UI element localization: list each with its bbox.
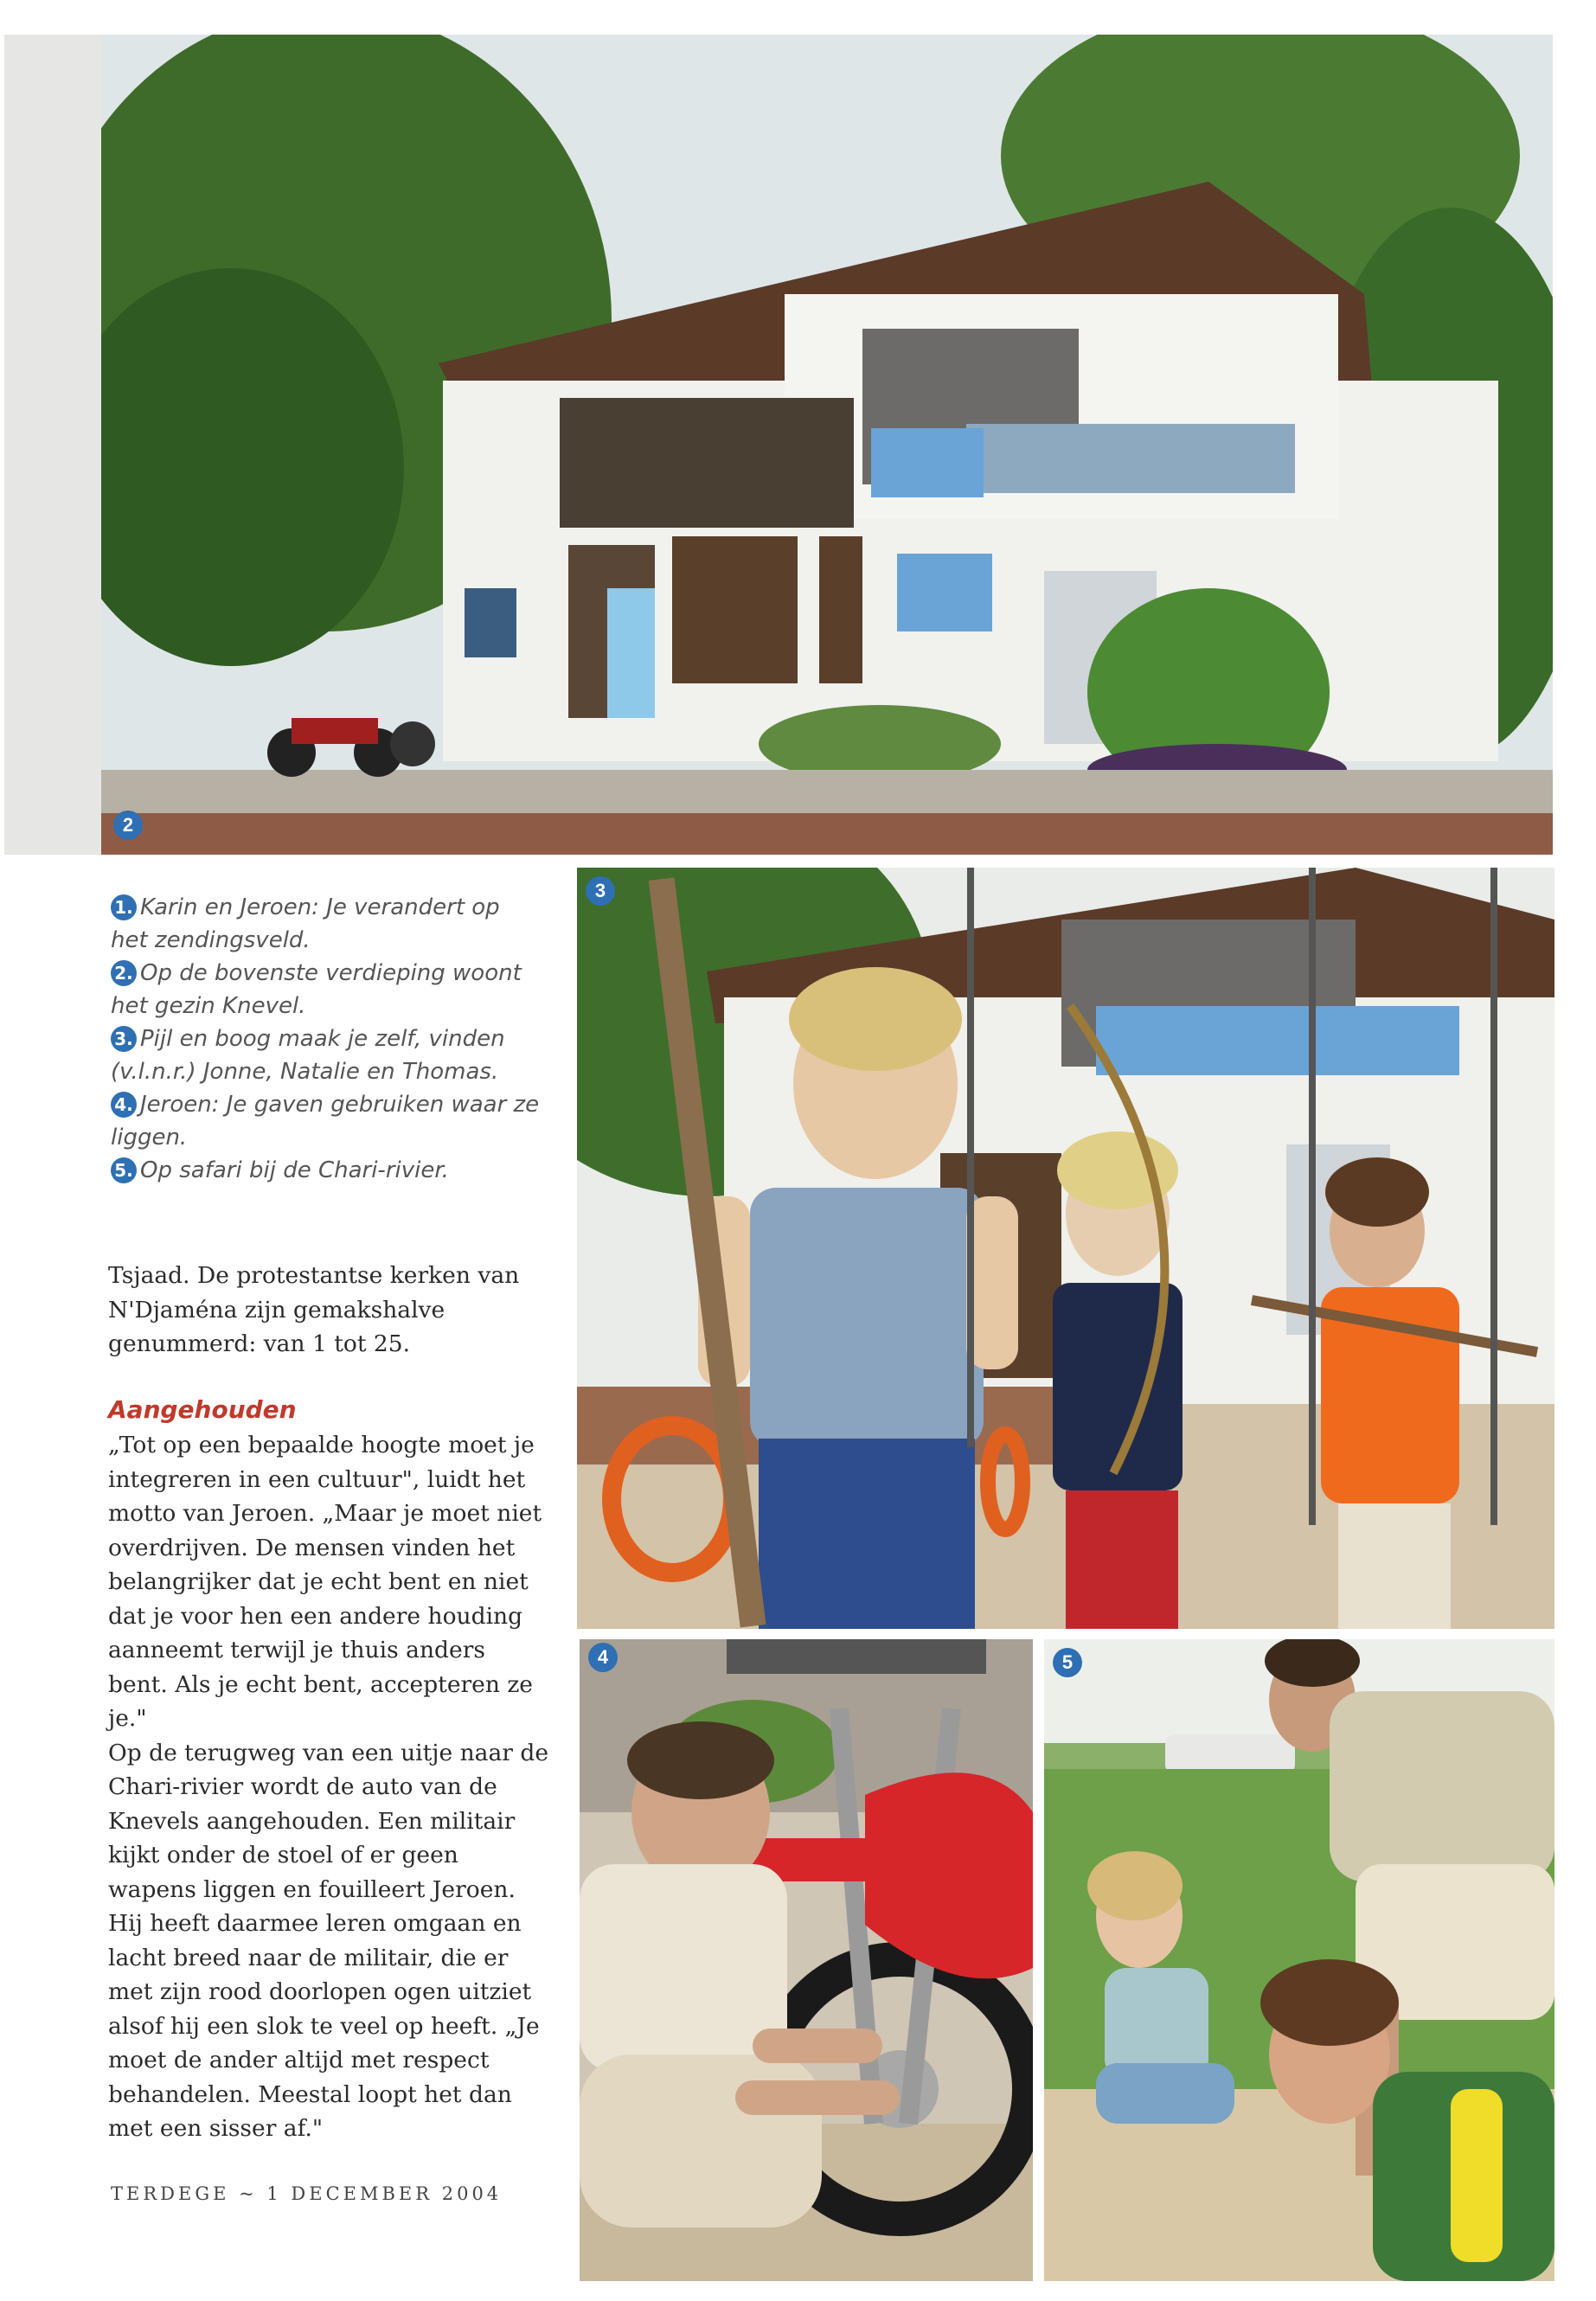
- caption-text: Op safari bij de Chari-rivier.: [140, 1157, 449, 1183]
- caption-item: [111, 891, 543, 957]
- caption-text: Karin en Jeroen: Je verandert op het zendingsveld.: [111, 894, 500, 953]
- caption-text: Pijl en boog maak je zelf, vinden (v.l.n.r.) Jonne, Natalie en Thomas.: [111, 1026, 505, 1085]
- photo-house: [101, 35, 1553, 855]
- photo-captions: [111, 891, 543, 1187]
- photo-number-badge: 4: [588, 1643, 618, 1672]
- caption-item: [111, 957, 543, 1022]
- article-intro: Tsjaad. De protestantse kerken van N'Djaména zijn gemakshalve genummerd: van 1 tot 25.: [108, 1262, 520, 1357]
- photo-number-badge: 3: [586, 876, 615, 906]
- caption-item: [111, 1022, 543, 1088]
- caption-number-badge: 5.: [111, 1157, 137, 1183]
- magazine-footer: TERDEGE ~ 1 DECEMBER 2004: [111, 2183, 503, 2204]
- caption-number-badge: 4.: [111, 1092, 137, 1118]
- photo-number-badge: 5: [1053, 1648, 1082, 1677]
- article-paragraph: „Tot op een bepaalde hoogte moet je integreren in een cultuur", luidt het motto van Jeroen. „Maar je moet niet overdrijven. De mensen vinden het belangrijker dat je echt bent en niet dat je voor hen een andere houding aanneemt terwijl je thuis anders bent. Als je echt bent, accepteren ze je.": [108, 1432, 542, 1732]
- caption-number-badge: 1.: [111, 894, 137, 920]
- left-edge-photo-strip: [4, 35, 101, 855]
- photo-motorcycle: [580, 1639, 1033, 2281]
- caption-number-badge: 2.: [111, 960, 137, 986]
- photo-children-bows: [577, 868, 1554, 1629]
- caption-number-badge: 3.: [111, 1026, 137, 1052]
- caption-item: [111, 1154, 543, 1187]
- article-paragraph: Op de terugweg van een uitje naar de Chari-rivier wordt de auto van de Knevels aangehouden. Een militair kijkt onder de stoel of er geen wapens liggen en fouilleert Jeroen. Hij heeft daarmee leren omgaan en lacht breed naar de militair, die er met zijn rood doorlopen ogen uitziet alsof hij een slok te veel op heeft. „Je moet de ander altijd met respect behandelen. Meestal loopt het dan met een sisser af.": [108, 1739, 548, 2142]
- caption-text: Op de bovenste verdieping woont het gezin Knevel.: [111, 960, 522, 1019]
- photo-number-badge: 2: [113, 811, 143, 840]
- caption-item: [111, 1088, 543, 1154]
- photo-safari: [1044, 1639, 1554, 2281]
- article-body: [108, 1259, 549, 2146]
- caption-text: Jeroen: Je gaven gebruiken waar ze liggen.: [111, 1092, 540, 1150]
- section-heading: Aangehouden: [108, 1394, 297, 1424]
